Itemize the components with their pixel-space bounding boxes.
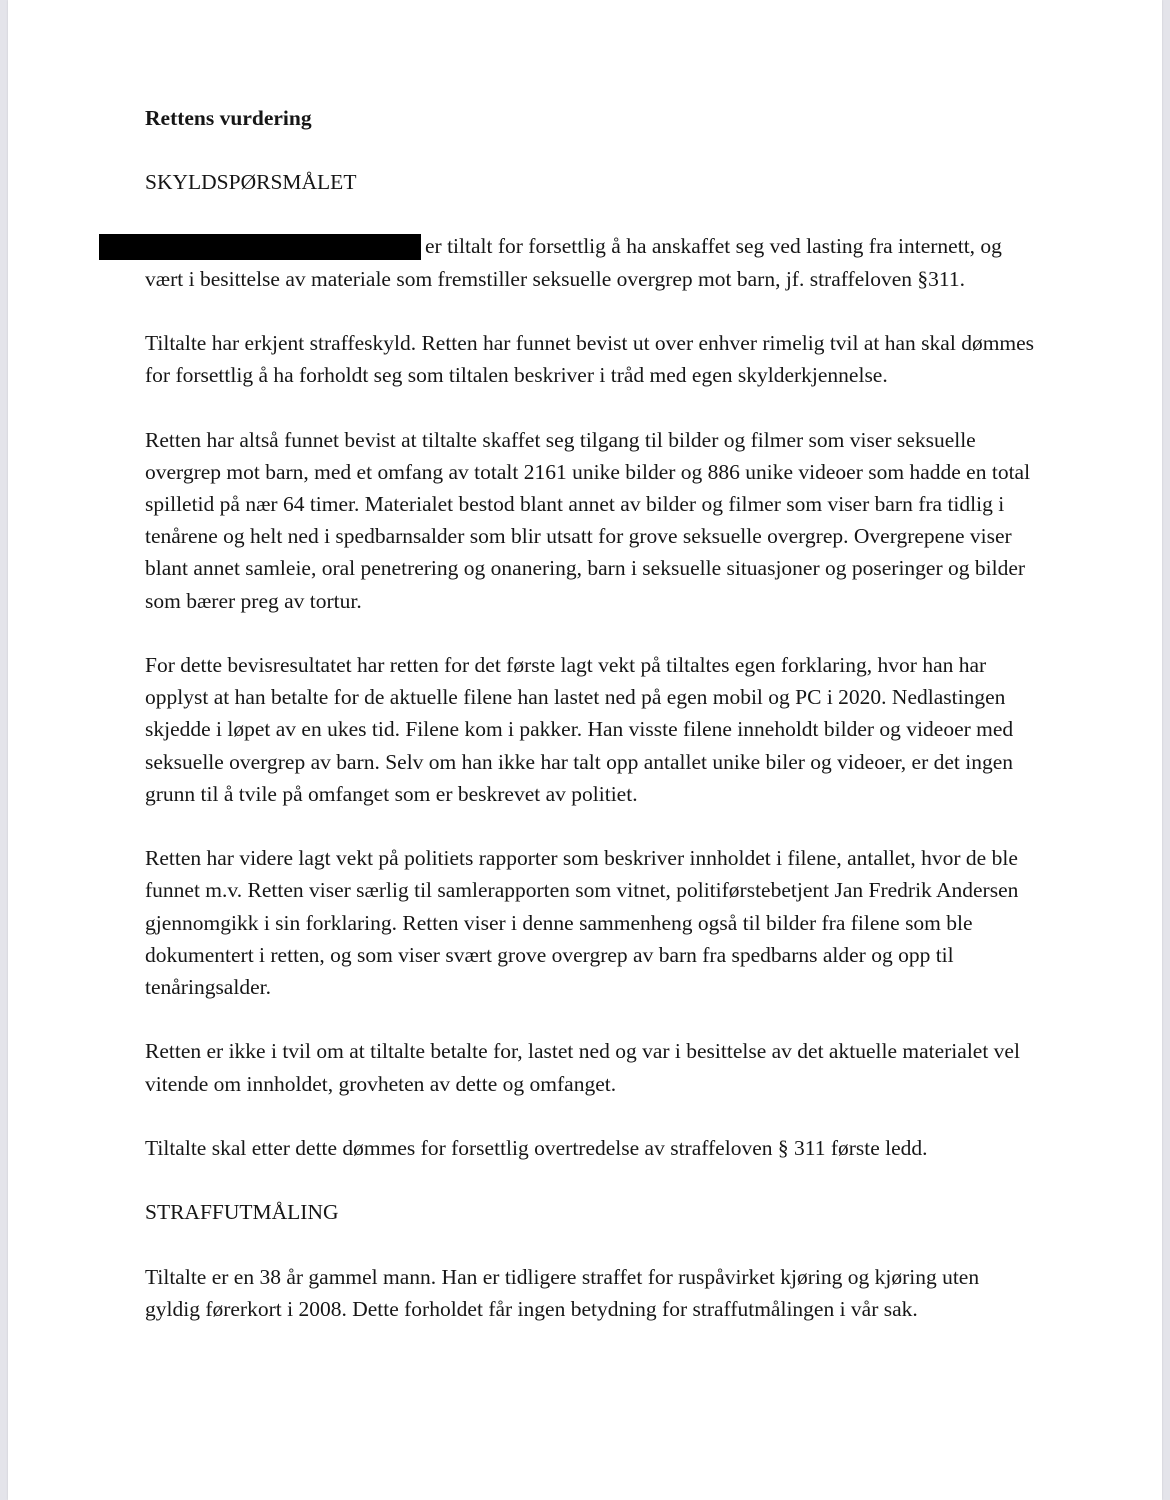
paragraph-scope: Retten har altså funnet bevist at tiltalte skaffet seg tilgang til bilder og filmer som viser seksuelle overgrep mot barn, med et omfang av totalt 2161 unike bilder og 886 unike videoer som hadde en total spilletid på nær 64 timer. Materialet bestod blant annet av bilder og filmer som viser barn fra tidlig i tenårene og helt ned i spedbarnsalder som blir utsatt for grove seksuelle overgrep. Overgrepene viser blant annet samleie, oral penetrering og onanering, barn i seksuelle situasjoner og poseringer og bilder som bærer preg av tortur. xyxy=(145,427,1031,613)
paragraph-defendant-background: Tiltalte er en 38 år gammel mann. Han er tidligere straffet for ruspåvirket kjøring og kjøring uten gyldig førerkort i 2008. Dette forholdet får ingen betydning for straffutmålingen i vår sak. xyxy=(145,1264,980,1321)
paragraph-police-reports: Retten har videre lagt vekt på politiets rapporter som beskriver innholdet i filene, antallet, hvor de ble funnet m.v. Retten viser særlig til samlerapporten som vitnet, politiførstebetjent Jan Fredrik Andersen gjennomgikk i sin forklaring. Retten viser i denne sammenheng også til bilder fra filene som ble dokumentert i retten, og som viser svært grove overgrep av barn fra spedbarns alder og opp til tenåringsalder. xyxy=(145,846,1019,1000)
paragraph-charge xyxy=(145,230,1035,294)
redaction-bar xyxy=(99,234,421,260)
paragraph-conviction: Tiltalte skal etter dette dømmes for forsettlig overtredelse av straffeloven § 311 første ledd. xyxy=(145,1136,928,1160)
document-title: Rettens vurdering xyxy=(145,106,312,130)
paragraph-evidence-explanation: For dette bevisresultatet har retten for det første lagt vekt på tiltaltes egen forklaring, hvor han har opplyst at han betalte for de aktuelle filene han lastet ned på egen mobil og PC i 2020. Nedlastingen skjedde i løpet av en ukes tid. Filene kom i pakker. Han visste filene inneholdt bilder og videoer med seksuelle overgrep av barn. Selv om han ikke har talt opp antallet unike biler og videoer, er det ingen grunn til å tvile på omfanget som er beskrevet av politiet. xyxy=(145,653,1014,806)
document-content xyxy=(145,102,1035,1357)
section-heading-skyldsporsmalet: SKYLDSPØRSMÅLET xyxy=(145,170,357,195)
section-heading-straffutmaling: STRAFFUTMÅLING xyxy=(145,1200,339,1225)
paragraph-admission: Tiltalte har erkjent straffeskyld. Retten har funnet bevist ut over enhver rimelig tvil at han skal dømmes for forsettlig å ha forholdt seg som tiltalen beskriver i tråd med egen skylderkjennelse. xyxy=(145,331,1035,388)
paragraph-no-doubt: Retten er ikke i tvil om at tiltalte betalte for, lastet ned og var i besittelse av det aktuelle materialet vel vitende om innholdet, grovheten av dette og omfanget. xyxy=(145,1039,1020,1096)
document-page xyxy=(8,0,1162,1500)
paragraph-charge-text: er tiltalt for forsettlig å ha anskaffet seg ved lasting fra internett, og vært i besittelse av materiale som fremstiller seksuelle overgrep mot barn, jf. straffeloven §311. xyxy=(145,234,1002,291)
